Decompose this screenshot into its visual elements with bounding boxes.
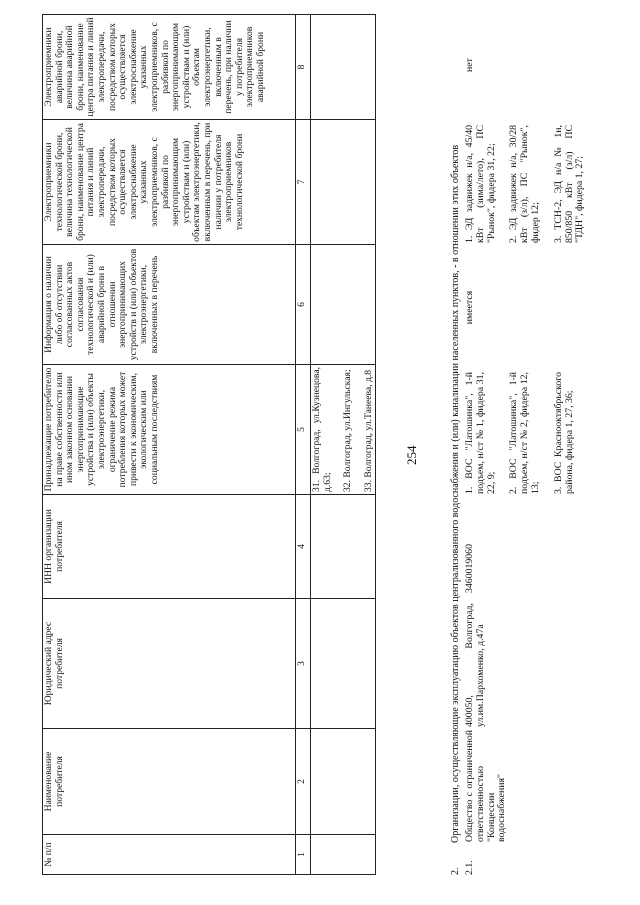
header-cell: Юридический адрес потребителя	[43, 599, 296, 729]
column-number: 1	[296, 835, 311, 875]
header-cell: Наименование потребителя	[43, 729, 296, 835]
list-item: 2. ЭД задвижек н/а, 30/28 кВт (з/л), ПС "Рынок", фидер 12;	[508, 125, 541, 243]
list-item: 3. ВОС Красноoктябрьского района, фидера 1, 27, 36;	[552, 372, 575, 494]
column-number: 5	[296, 365, 311, 495]
list-item: 1. ЭД задвижек н/а, 45/40 кВт (зима/лето), ПС "Рынок", фидера 31, 22;	[464, 125, 497, 243]
section-title: Организации, осуществляющие эксплуатацию объектов централизованного водоснабжения и (или) канализации населенных пунктов, - в отношении этих объектов	[450, 144, 461, 843]
column-number: 4	[296, 495, 311, 599]
consumer-table	[42, 14, 376, 875]
list-item: 31. Волгоград, ул.Кузнецова, д.63;	[311, 367, 333, 492]
header-cell: Электроприемники технологической брони, величина технологической брони, наименование центра питания и линий электропередачи, посредством которых осуществляется электроснабжение указанных электроприемников, с разбивкой по энергопринимающим устройствам и (или) объектам электроэнергетики, включенным в перечень, при наличии у потребителя электроприемников технологической брони	[43, 120, 296, 245]
header-row	[43, 15, 296, 875]
section-number: 2.	[450, 867, 461, 875]
column-number: 6	[296, 245, 311, 365]
column-number: 8	[296, 15, 311, 120]
list-item: 32. Волгоград, ул.Ингульская;	[342, 369, 354, 492]
legal-address: 400050, Волгоград, ул.им.Пархоменко, д.47а	[464, 603, 486, 727]
column-number: 7	[296, 120, 311, 245]
continuation-devices-cell	[311, 365, 376, 495]
list-item: 33. Волгоград, ул.Танеева, д.8	[362, 369, 374, 492]
devices-list	[465, 372, 587, 494]
tech-reserve-list	[465, 125, 598, 243]
consumer-name: Общество с ограниченной ответственностью "Концессии водоснабжения"	[464, 730, 508, 842]
column-number: 3	[296, 599, 311, 729]
continuation-row	[311, 15, 376, 875]
header-cell: ИНН организации потребителя	[43, 495, 296, 599]
inn-value: 3460019060	[464, 544, 475, 593]
header-cell: Информация о наличии либо об отсутствии согласованных актов согласования технологической и (или) аварийной брони в отношении энергопринимающих устройств и (или) объектов электроэнергетики, включенных в перечень	[43, 245, 296, 365]
column-number: 2	[296, 729, 311, 835]
row-number: 2.1.	[464, 860, 475, 875]
header-cell: Электроприемники аварийной брони, величина аварийной брони, наименование центра питания и линий электропередачи, посредством которых осуществляется электроснабжение указанных электроприемников, с разбивкой по энергопринимающим устройствам и (или) объектам электроэнергетики, включенным в перечень, при наличии у потребителя электроприемников аварийной брони	[43, 15, 296, 120]
acts-status: имеется	[464, 290, 475, 325]
emergency-reserve: нет	[464, 58, 475, 72]
header-cell: Принадлежащие потребителю на праве собственности или ином законном основании энергопринимающие устройства и (или) объекты электроэнергетики, ограничение режима потребления которых может привести к экономическим, экологическим или социальным последствиям	[43, 365, 296, 495]
list-item: 1. ВОС "Латошинка", 1-й подъем, н/ст № 1, фидера 31, 22, 9;	[464, 372, 497, 494]
page-number: 254	[404, 445, 419, 465]
column-number-row	[296, 15, 311, 875]
list-item: 3. ТСН-2, ЭД н/а № 1н, 850/850 кВт (з/л) ПС "ТДН", фидера 1, 27;	[552, 125, 586, 243]
list-item: 2. ВОС "Латошинка", 1-й подъем, н/ст № 2, фидера 12, 13;	[508, 372, 541, 494]
header-cell: № п/п	[43, 835, 296, 875]
